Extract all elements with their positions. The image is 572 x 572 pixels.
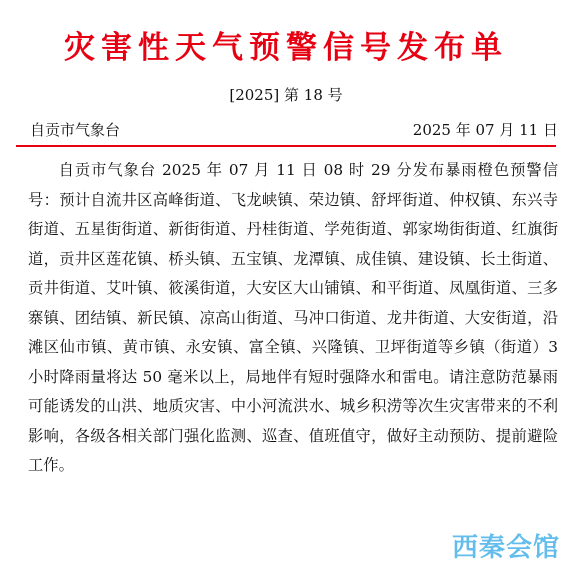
site-watermark: 西秦会馆 <box>451 533 560 563</box>
document-number: [2025] 第 18 号 <box>229 86 343 104</box>
red-divider <box>16 145 556 147</box>
document-title: 灾害性天气预警信号发布单 <box>64 30 508 66</box>
issuer-name: 自贡市气象台 <box>30 121 121 139</box>
warning-body-text: 自贡市气象台 2025 年 07 月 11 日 08 时 29 分发布暴雨橙色预警信号：预计自流井区高峰街道、飞龙峡镇、荣边镇、舒坪街道、仲权镇、东兴寺街道、五星街街道、新街街道、丹桂街道、学苑街道、郭家坳街街道、红旗街道，贡井区莲花镇、桥头镇、五宝镇、龙潭镇、成佳镇、建设镇、长土街道、贡井街道、艾叶镇、筱溪街道，大安区大山铺镇、和平街道、凤凰街道、三多寨镇、团结镇、新民镇、凉高山街道、马冲口街道、龙井街道、大安街道，沿滩区仙市镇、黄市镇、永安镇、富全镇、兴隆镇、卫坪街道等乡镇（街道）3 小时降雨量将达 50 毫米以上，局地伴有短时强降水和雷电。请注意防范暴雨可能诱发的山洪、地质灾害、中小河流洪水、城乡积涝等次生灾害带来的不利影响，各级各相关部门强化监测、巡查、值班值守，做好主动预防、提前避险工作。 <box>28 161 558 474</box>
issue-date: 2025 年 07 月 11 日 <box>412 121 558 139</box>
